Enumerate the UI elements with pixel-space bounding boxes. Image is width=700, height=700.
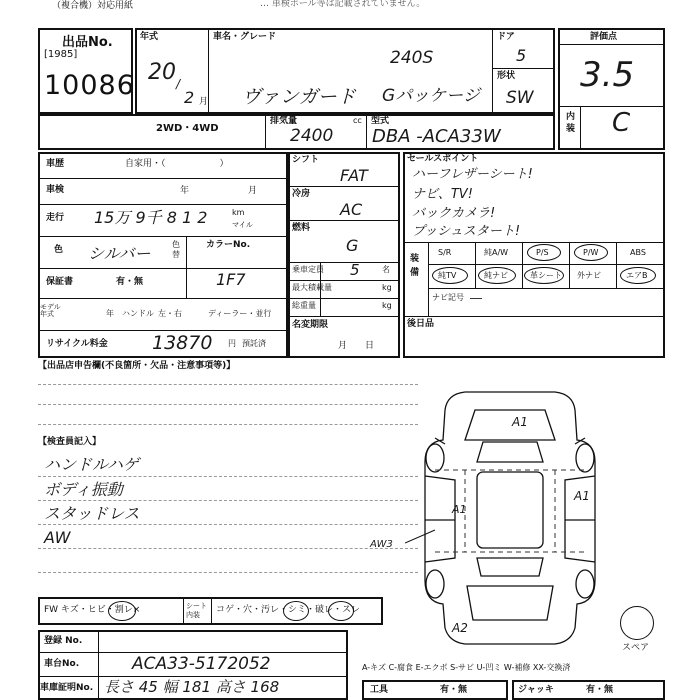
soko-label: 走行 <box>46 213 65 223</box>
displacement-label: 排気量 <box>270 116 298 126</box>
note-2: ボディ振動 <box>44 480 123 499</box>
recycle-value: 13870 <box>152 332 213 354</box>
recycle-unit: 円 <box>228 339 236 348</box>
rear-label: 後日品 <box>407 319 435 329</box>
circle-ps <box>527 244 561 261</box>
seat-label: シート内装 <box>186 602 207 619</box>
year-value: 20 <box>148 60 176 85</box>
meigi-value: 月 日 <box>338 341 375 351</box>
shape-value: SW <box>506 88 534 108</box>
shareki-label: 車歴 <box>46 159 65 169</box>
capacity-label: 乗車定員 <box>292 265 324 274</box>
recycle-label: リサイクル料金 <box>46 339 108 349</box>
equip-tv: 純TV <box>438 271 457 280</box>
fw-text: FW キズ・ヒビ・割レ× <box>44 605 141 615</box>
shaken-label: 車検 <box>46 185 65 195</box>
lot-label: 出品No. <box>62 35 113 50</box>
handle-label: ハンドル <box>122 309 154 318</box>
shaken-tsuki: 月 <box>248 186 258 196</box>
navi-label: ナビ記号 <box>432 293 464 302</box>
color-change-label: 色替 <box>172 240 180 259</box>
sales-label: セールスポイント <box>407 154 479 164</box>
chassis-label: 車台No. <box>44 659 80 669</box>
shift-value: FAT <box>340 166 368 185</box>
cooler-value: AC <box>340 200 363 219</box>
chassis-value: ACA33-5172052 <box>132 654 271 674</box>
capacity-value: 5 <box>350 261 360 279</box>
top-note: （複合機）対応用紙 <box>52 1 134 11</box>
note-3: スタッドレス <box>44 504 140 523</box>
color-value: シルバー <box>88 244 151 263</box>
month-value: 2 <box>184 88 195 107</box>
nenshiki-label: 年式 <box>140 32 159 42</box>
cc-unit: cc <box>353 116 362 125</box>
interior-label: 内装 <box>566 112 576 134</box>
mark-a2: A2 <box>452 621 468 635</box>
equip-ext-navi: 外ナビ <box>577 271 601 280</box>
equipment-label: 装備 <box>410 254 420 278</box>
spare-label: スペア <box>622 643 650 653</box>
equip-ps: P/S <box>536 248 549 257</box>
warranty-value: 有・無 <box>116 277 144 287</box>
fuel-value: G <box>346 236 359 255</box>
mile-unit: マイル <box>232 221 253 229</box>
jack-value: 有・無 <box>586 685 614 695</box>
equip-abs: ABS <box>630 248 646 257</box>
score-value: 3.5 <box>580 55 635 95</box>
katashiki-value: DBA -ACA33W <box>372 126 501 147</box>
dims-label: 車庫証明No. <box>40 683 94 693</box>
report-title: 【出品店申告欄(不良箇所・欠品・注意事項等)】 <box>38 361 236 371</box>
cooler-label: 冷房 <box>292 189 311 199</box>
tools-label: 工具 <box>370 685 389 695</box>
color-label: 色 <box>54 245 64 255</box>
note-1: ハンドルハゲ <box>44 455 139 474</box>
dealer-label: ディーラー・並行 <box>208 309 272 318</box>
equip-airbag: エアB <box>626 271 648 280</box>
warranty-label: 保証書 <box>46 277 74 287</box>
circle-fw <box>108 601 136 621</box>
door-label: ドア <box>497 32 515 42</box>
sales-point-2: ナビ、TV! <box>412 187 473 202</box>
drive-label: 2WD・4WD <box>156 123 219 134</box>
gross-unit: kg <box>382 301 392 310</box>
damage-text: コゲ・穴・汚レ・シミ・破レ・スレ <box>216 605 361 615</box>
top-note-2: … 車検ボール等は記載されていません。 <box>260 0 426 9</box>
equip-sr: S/R <box>438 248 452 257</box>
lot-year-stamp: [1985] <box>44 49 78 60</box>
mark-a1-top: A1 <box>512 415 528 429</box>
reg-label: 登録 No. <box>44 636 83 646</box>
shape-label: 形状 <box>497 71 516 81</box>
load-unit: kg <box>382 283 392 292</box>
circle-pw <box>574 244 608 261</box>
shaken-nen: 年 <box>180 186 190 196</box>
mark-a1-right: A1 <box>574 489 590 503</box>
tools-value: 有・無 <box>440 685 468 695</box>
sales-point-3: バックカメラ! <box>412 206 496 221</box>
fuel-label: 燃料 <box>292 223 311 233</box>
soko-value: 15万 9千 8 1 2 <box>94 208 208 227</box>
interior-value: C <box>612 108 631 138</box>
gross-label: 総重量 <box>292 301 316 310</box>
note-4: AW <box>44 528 71 547</box>
mark-aw3: AW3 <box>370 539 393 550</box>
history-box <box>38 152 288 358</box>
displacement-value: 2400 <box>290 126 334 146</box>
capacity-unit: 名 <box>382 265 390 274</box>
vehicle-grade: Gパッケージ <box>382 86 480 106</box>
equip-pw: P/W <box>583 248 599 257</box>
equip-navi: 純ナビ <box>484 271 508 280</box>
equip-leather: 革シート <box>530 271 562 280</box>
circle-stain <box>283 601 309 621</box>
shift-label: シフト <box>292 155 320 165</box>
handle-value: 左・右 <box>158 309 182 318</box>
equip-alloy: 純A/W <box>484 248 509 257</box>
circle-navi <box>478 267 516 284</box>
km-unit: km <box>232 208 245 217</box>
vehicle-name: ヴァンガード <box>242 86 356 108</box>
model-year-label: モデル年式 <box>40 303 61 318</box>
car-diagram <box>405 380 615 650</box>
load-label: 最大積載量 <box>292 283 332 292</box>
circle-leather <box>524 267 564 284</box>
mark-a1-left: A1 <box>452 503 467 516</box>
katashiki-label: 型式 <box>371 116 390 126</box>
door-value: 5 <box>516 46 527 65</box>
name-grade-label: 車名・グレード <box>213 32 277 42</box>
circle-airbag <box>620 267 656 284</box>
spare-tire-icon <box>620 606 654 640</box>
inspector-title: 【検査員記入】 <box>38 437 102 447</box>
jack-label: ジャッキ <box>518 685 554 695</box>
recycle-deposit: 預託済 <box>242 339 266 348</box>
dims-value: 長さ 45 幅 181 高さ 168 <box>104 678 280 696</box>
circle-tear <box>328 601 354 621</box>
damage-legend: A-キズ C-腐食 E-エクボ S-サビ U-凹ミ W-補修 XX-交換済 <box>362 663 571 672</box>
month-unit: 月 <box>199 97 209 107</box>
circle-tv <box>432 267 468 284</box>
lot-number: 10086 <box>44 70 135 101</box>
meigi-label: 名変期限 <box>292 320 329 330</box>
model-top: 240S <box>390 48 434 68</box>
shareki-value: 自家用・（ ） <box>125 159 229 169</box>
score-label: 評価点 <box>590 32 618 42</box>
color-no-value: 1F7 <box>216 270 246 289</box>
sales-point-4: プッシュスタート! <box>412 224 521 239</box>
color-no-label: カラーNo. <box>206 240 251 250</box>
sales-point-1: ハーフレザーシート! <box>412 167 533 182</box>
model-year-value: 年 <box>106 309 114 318</box>
